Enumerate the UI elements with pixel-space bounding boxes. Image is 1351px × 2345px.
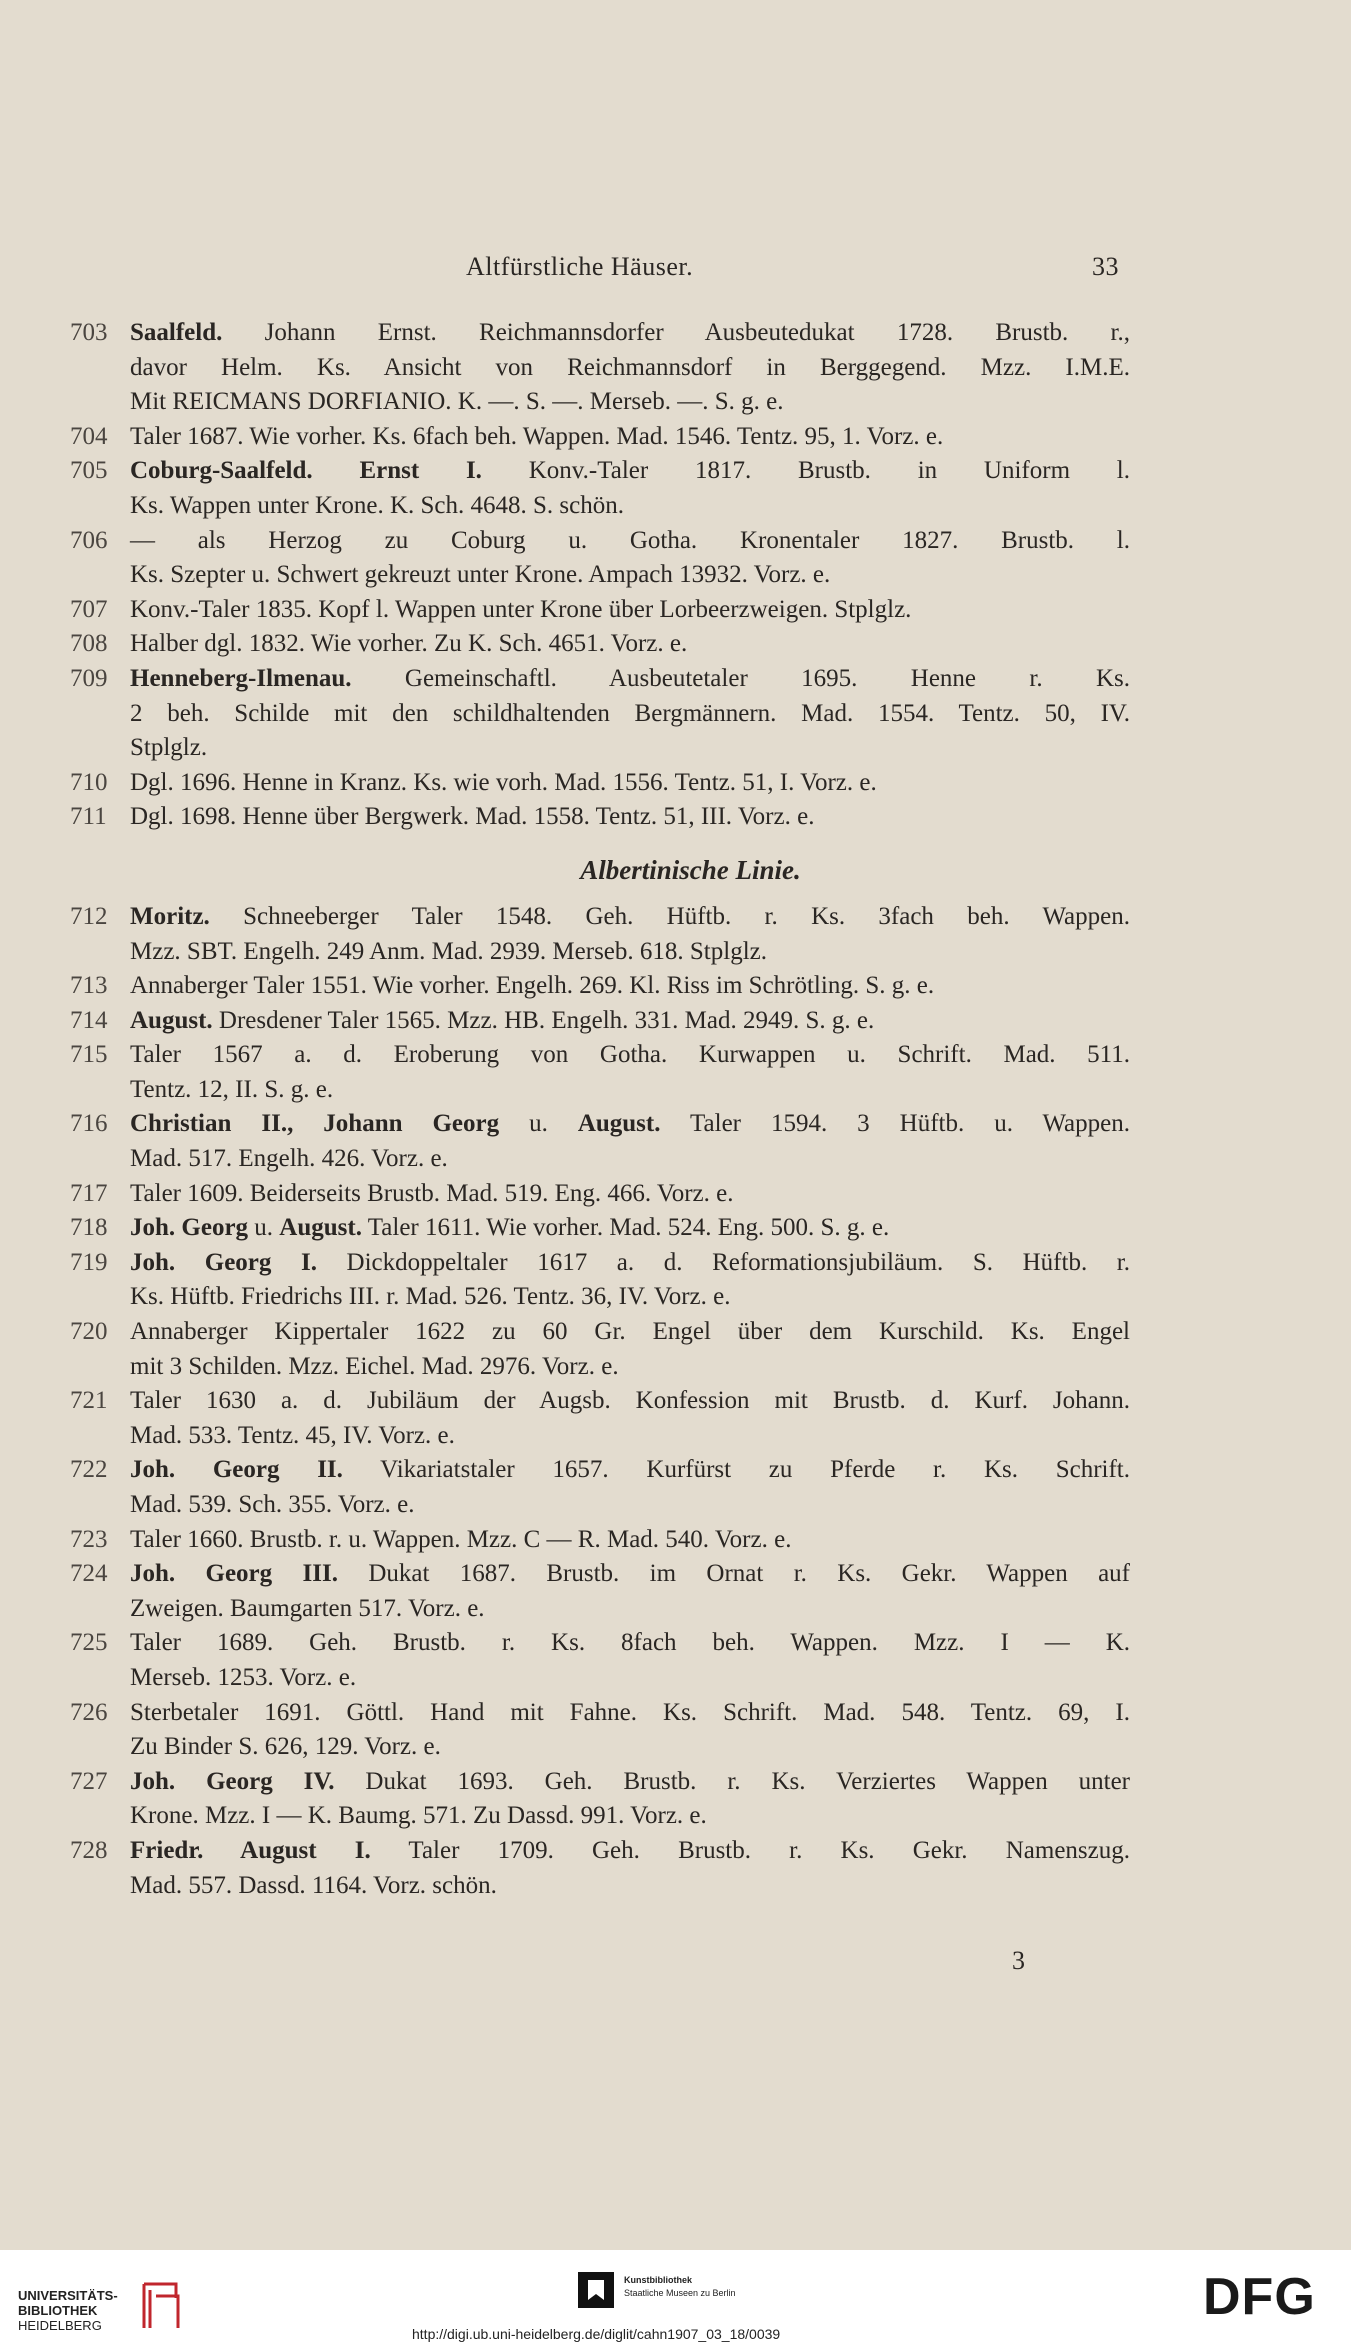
entry-text: Dresdener Taler 1565. Mzz. HB. Engelh. 331. Mad. 2949. S. g. e. <box>212 1006 875 1034</box>
entry-text: Dukat 1693. Geh. Brustb. r. Ks. Verziertes Wappen unter <box>334 1767 1130 1795</box>
dfg-logo[interactable]: DFG <box>1203 2268 1316 2326</box>
entry-text: Annaberger Taler 1551. Wie vorher. Engelh. 269. Kl. Riss im Schrötling. S. g. e. <box>130 972 935 1000</box>
entry-text: Dgl. 1698. Henne über Bergwerk. Mad. 1558. Tentz. 51, III. Vorz. e. <box>130 803 815 831</box>
logo-line-3: HEIDELBERG <box>18 2318 102 2333</box>
entry-number: 713 <box>70 972 108 1000</box>
entry-line <box>130 627 1130 662</box>
entry-text: Dukat 1687. Brustb. im Ornat r. Ks. Gekr. Wappen auf <box>337 1560 1130 1588</box>
entry-line <box>130 1107 1130 1142</box>
entry-text: Mad. 533. Tentz. 45, IV. Vorz. e. <box>130 1421 455 1449</box>
entry-number: 721 <box>70 1387 108 1415</box>
entry-line <box>130 731 1130 766</box>
entry-text: Halber dgl. 1832. Wie vorher. Zu K. Sch. 4651. Vorz. e. <box>130 630 688 658</box>
entry-heading: Joh. Georg I. <box>130 1248 317 1276</box>
entry-line <box>130 1211 1130 1246</box>
mid-logo-line-1: Kunstbibliothek <box>624 2275 692 2285</box>
catalog-entry <box>70 454 1130 523</box>
entry-text: Ks. Hüftb. Friedrichs III. r. Mad. 526. Tentz. 36, IV. Vorz. e. <box>130 1283 731 1311</box>
entry-text: Merseb. 1253. Vorz. e. <box>130 1663 357 1691</box>
entry-text: Annaberger Kippertaler 1622 zu 60 Gr. Engel über dem Kurschild. Ks. Engel <box>130 1318 1130 1346</box>
entry-heading: Henneberg-Ilmenau. <box>130 664 352 692</box>
entry-number: 726 <box>70 1698 108 1726</box>
entry-number: 708 <box>70 630 108 658</box>
entry-number: 711 <box>70 803 107 831</box>
entry-number: 704 <box>70 422 108 450</box>
ub-heidelberg-logo-text <box>18 2288 118 2333</box>
entry-number: 725 <box>70 1629 108 1657</box>
entry-line <box>130 1453 1130 1488</box>
entry-text: Krone. Mzz. I — K. Baumg. 571. Zu Dassd. 991. Vorz. e. <box>130 1802 707 1830</box>
entries-albertine <box>0 900 1351 1903</box>
entry-line <box>130 1834 1130 1869</box>
catalog-entry <box>70 316 1130 420</box>
entry-text: 2 beh. Schilde mit den schildhaltenden Bergmännern. Mad. 1554. Tentz. 50, IV. <box>130 699 1130 727</box>
entry-number: 705 <box>70 457 108 485</box>
entry-heading: August. <box>279 1214 362 1242</box>
entry-text: Schneeberger Taler 1548. Geh. Hüftb. r. Ks. 3fach beh. Wappen. <box>209 902 1130 930</box>
page-number: 33 <box>1092 252 1119 281</box>
entry-line <box>130 969 1130 1004</box>
entry-number: 722 <box>70 1456 108 1484</box>
entry-heading: Moritz. <box>130 902 210 930</box>
entry-text: Taler 1567 a. d. Eroberung von Gotha. Kurwappen u. Schrift. Mad. 511. <box>130 1041 1130 1069</box>
entry-text: Mzz. SBT. Engelh. 249 Anm. Mad. 2939. Merseb. 618. Stplglz. <box>130 937 767 965</box>
entry-line <box>130 1696 1130 1731</box>
entry-number: 724 <box>70 1560 108 1588</box>
logo-line-2: BIBLIOTHEK <box>18 2303 98 2318</box>
entry-number: 707 <box>70 595 108 623</box>
catalog-entry <box>70 1626 1130 1695</box>
entry-line <box>130 316 1130 351</box>
entry-line <box>130 1280 1130 1315</box>
entry-number: 728 <box>70 1836 108 1864</box>
entry-line <box>130 558 1130 593</box>
entry-line <box>130 1799 1130 1834</box>
ub-heidelberg-logo[interactable] <box>18 2268 188 2333</box>
entry-line <box>130 1730 1130 1765</box>
entry-text: Ks. Szepter u. Schwert gekreuzt unter Krone. Ampach 13932. Vorz. e. <box>130 561 831 589</box>
entry-line <box>130 1004 1130 1039</box>
kunstbibliothek-logo-text <box>624 2274 824 2300</box>
entry-text: Dgl. 1696. Henne in Kranz. Ks. wie vorh. Mad. 1556. Tentz. 51, I. Vorz. e. <box>130 768 877 796</box>
entry-heading: Saalfeld. <box>130 319 223 346</box>
entry-line <box>130 420 1130 455</box>
catalog-entry <box>70 1834 1130 1903</box>
entry-text: Taler 1689. Geh. Brustb. r. Ks. 8fach beh. Wappen. Mzz. I — K. <box>130 1629 1130 1657</box>
entry-text: Taler 1630 a. d. Jubiläum der Augsb. Konfession mit Brustb. d. Kurf. Johann. <box>130 1387 1130 1415</box>
entry-line <box>130 800 1130 835</box>
entry-line <box>130 1661 1130 1696</box>
catalog-entry <box>70 1765 1130 1834</box>
entry-text: Zweigen. Baumgarten 517. Vorz. e. <box>130 1594 485 1622</box>
catalog-entries <box>0 316 1351 1903</box>
entry-text: Taler 1609. Beiderseits Brustb. Mad. 519. Eng. 466. Vorz. e. <box>130 1179 734 1207</box>
entry-line <box>130 1869 1130 1904</box>
logo-line-1: UNIVERSITÄTS- <box>18 2288 118 2303</box>
entry-number: 709 <box>70 664 108 692</box>
catalog-entry <box>70 1246 1130 1315</box>
entry-text: Taler 1687. Wie vorher. Ks. 6fach beh. Wappen. Mad. 1546. Tentz. 95, 1. Vorz. e. <box>130 422 944 450</box>
catalog-entry <box>70 1107 1130 1176</box>
entry-line <box>130 1177 1130 1212</box>
entry-line <box>130 593 1130 628</box>
entry-text: Zu Binder S. 626, 129. Vorz. e. <box>130 1733 441 1761</box>
entry-text: Mad. 557. Dassd. 1164. Vorz. schön. <box>130 1871 497 1899</box>
signature-mark: 3 <box>1012 1946 1025 1975</box>
catalog-entry <box>70 420 1130 455</box>
entry-number: 723 <box>70 1525 108 1553</box>
entry-number: 714 <box>70 1006 108 1034</box>
entry-number: 706 <box>70 526 108 554</box>
ub-heidelberg-mark-icon <box>136 2278 186 2334</box>
catalog-entry <box>70 1004 1130 1039</box>
entry-text: Konv.-Taler 1835. Kopf l. Wappen unter Krone über Lorbeerzweigen. Stplglz. <box>130 595 912 623</box>
entry-line <box>130 1038 1130 1073</box>
kunstbibliothek-logo[interactable] <box>576 2270 736 2315</box>
catalog-entry <box>70 1315 1130 1384</box>
catalog-entry <box>70 1696 1130 1765</box>
entry-heading: Joh. Georg IV. <box>130 1767 335 1795</box>
section-heading: Albertinische Linie. <box>580 854 801 885</box>
entry-text: mit 3 Schilden. Mzz. Eichel. Mad. 2976. Vorz. e. <box>130 1352 619 1380</box>
entry-line <box>130 697 1130 732</box>
catalog-entry <box>70 662 1130 766</box>
entry-text: Johann Ernst. Reichmannsdorfer Ausbeutedukat 1728. Brustb. r., <box>222 319 1130 346</box>
entry-heading: August. <box>577 1110 661 1138</box>
entry-line <box>130 1765 1130 1800</box>
entry-text: Gemeinschaftl. Ausbeutetaler 1695. Henne r. Ks. <box>351 664 1130 692</box>
entry-line <box>130 1350 1130 1385</box>
entry-text: Ks. Wappen unter Krone. K. Sch. 4648. S. schön. <box>130 491 624 519</box>
running-title: Altfürstliche Häuser. <box>466 252 694 281</box>
entry-heading: Coburg-Saalfeld. <box>130 457 313 485</box>
entry-line <box>130 1142 1130 1177</box>
entry-text: Taler 1709. Geh. Brustb. r. Ks. Gekr. Namenszug. <box>370 1836 1130 1864</box>
entry-line <box>130 1315 1130 1350</box>
entry-text: Taler 1611. Wie vorher. Mad. 524. Eng. 500. S. g. e. <box>361 1214 890 1242</box>
entry-text: Dickdoppeltaler 1617 a. d. Reformationsjubiläum. S. Hüftb. r. <box>316 1248 1130 1276</box>
entry-text: — als Herzog zu Coburg u. Gotha. Kronentaler 1827. Brustb. l. <box>130 526 1130 554</box>
entry-number: 720 <box>70 1318 108 1346</box>
catalog-entry <box>70 1177 1130 1212</box>
entry-line <box>130 385 1130 420</box>
entry-number: 703 <box>70 319 108 346</box>
entry-line <box>130 1419 1130 1454</box>
mid-logo-line-2: Staatliche Museen zu Berlin <box>624 2288 736 2298</box>
entry-text: davor Helm. Ks. Ansicht von Reichmannsdorf in Berggegend. Mzz. I.M.E. <box>130 353 1130 381</box>
entry-line <box>130 935 1130 970</box>
footer-bar <box>0 2250 1351 2345</box>
entry-heading: Joh. Georg II. <box>130 1456 343 1484</box>
catalog-entry <box>70 1523 1130 1558</box>
entry-line <box>130 1557 1130 1592</box>
entry-heading: Christian II., Johann Georg <box>130 1110 500 1138</box>
entry-number: 718 <box>70 1214 108 1242</box>
entry-text <box>313 457 360 484</box>
entry-line <box>130 1488 1130 1523</box>
catalog-entry <box>70 524 1130 593</box>
entry-text: Taler 1660. Brustb. r. u. Wappen. Mzz. C — R. Mad. 540. Vorz. e. <box>130 1525 792 1553</box>
entry-text: u. <box>499 1110 578 1138</box>
entry-text: Mad. 517. Engelh. 426. Vorz. e. <box>130 1145 448 1173</box>
smb-mark-icon <box>576 2270 616 2310</box>
entry-number: 719 <box>70 1248 108 1276</box>
entry-line <box>130 524 1130 559</box>
entry-line <box>130 900 1130 935</box>
entry-text: Taler 1594. 3 Hüftb. u. Wappen. <box>660 1110 1130 1138</box>
entry-text: u. <box>248 1214 280 1242</box>
entry-line <box>130 454 1130 489</box>
catalog-entry <box>70 593 1130 628</box>
entry-heading: Friedr. August I. <box>130 1836 371 1864</box>
entry-number: 712 <box>70 902 108 930</box>
entry-number: 710 <box>70 768 108 796</box>
entry-line <box>130 1626 1130 1661</box>
entry-line <box>130 1246 1130 1281</box>
entry-heading: Ernst I. <box>359 457 482 485</box>
entry-text: Mad. 539. Sch. 355. Vorz. e. <box>130 1491 415 1518</box>
catalog-entry <box>70 627 1130 662</box>
catalog-entry <box>70 766 1130 801</box>
entry-text: Sterbetaler 1691. Göttl. Hand mit Fahne. Ks. Schrift. Mad. 548. Tentz. 69, I. <box>130 1698 1130 1726</box>
entry-line <box>130 1384 1130 1419</box>
catalog-entry <box>70 1384 1130 1453</box>
entry-line <box>130 662 1130 697</box>
catalog-entry <box>70 800 1130 835</box>
entry-text: Tentz. 12, II. S. g. e. <box>130 1075 334 1103</box>
entry-number: 717 <box>70 1179 108 1207</box>
catalog-entry <box>70 1038 1130 1107</box>
catalog-entry <box>70 969 1130 1004</box>
entries-ernestine <box>0 316 1351 835</box>
entry-heading: Joh. Georg III. <box>130 1560 338 1588</box>
permalink-url[interactable]: http://digi.ub.uni-heidelberg.de/diglit/cahn1907_03_18/0039 <box>412 2326 781 2342</box>
entry-text: Vikariatstaler 1657. Kurfürst zu Pferde r. Ks. Schrift. <box>342 1456 1130 1484</box>
entry-number: 715 <box>70 1041 108 1069</box>
entry-line <box>130 1592 1130 1627</box>
entry-line <box>130 351 1130 386</box>
entry-heading: Joh. Georg <box>130 1214 249 1242</box>
catalog-entry <box>70 1557 1130 1626</box>
entry-text: Konv.-Taler 1817. Brustb. in Uniform l. <box>481 457 1130 485</box>
entry-text: Mit REICMANS DORFIANIO. K. —. S. —. Merseb. —. S. g. e. <box>130 388 784 416</box>
catalog-entry <box>70 1211 1130 1246</box>
catalog-entry <box>70 1453 1130 1522</box>
entry-line <box>130 1523 1130 1558</box>
entry-number: 716 <box>70 1110 108 1138</box>
entry-line <box>130 489 1130 524</box>
entry-line <box>130 1073 1130 1108</box>
catalog-entry <box>70 900 1130 969</box>
entry-number: 727 <box>70 1767 108 1795</box>
entry-line <box>130 766 1130 801</box>
entry-text: Stplglz. <box>130 734 208 762</box>
entry-heading: August. <box>130 1006 213 1034</box>
